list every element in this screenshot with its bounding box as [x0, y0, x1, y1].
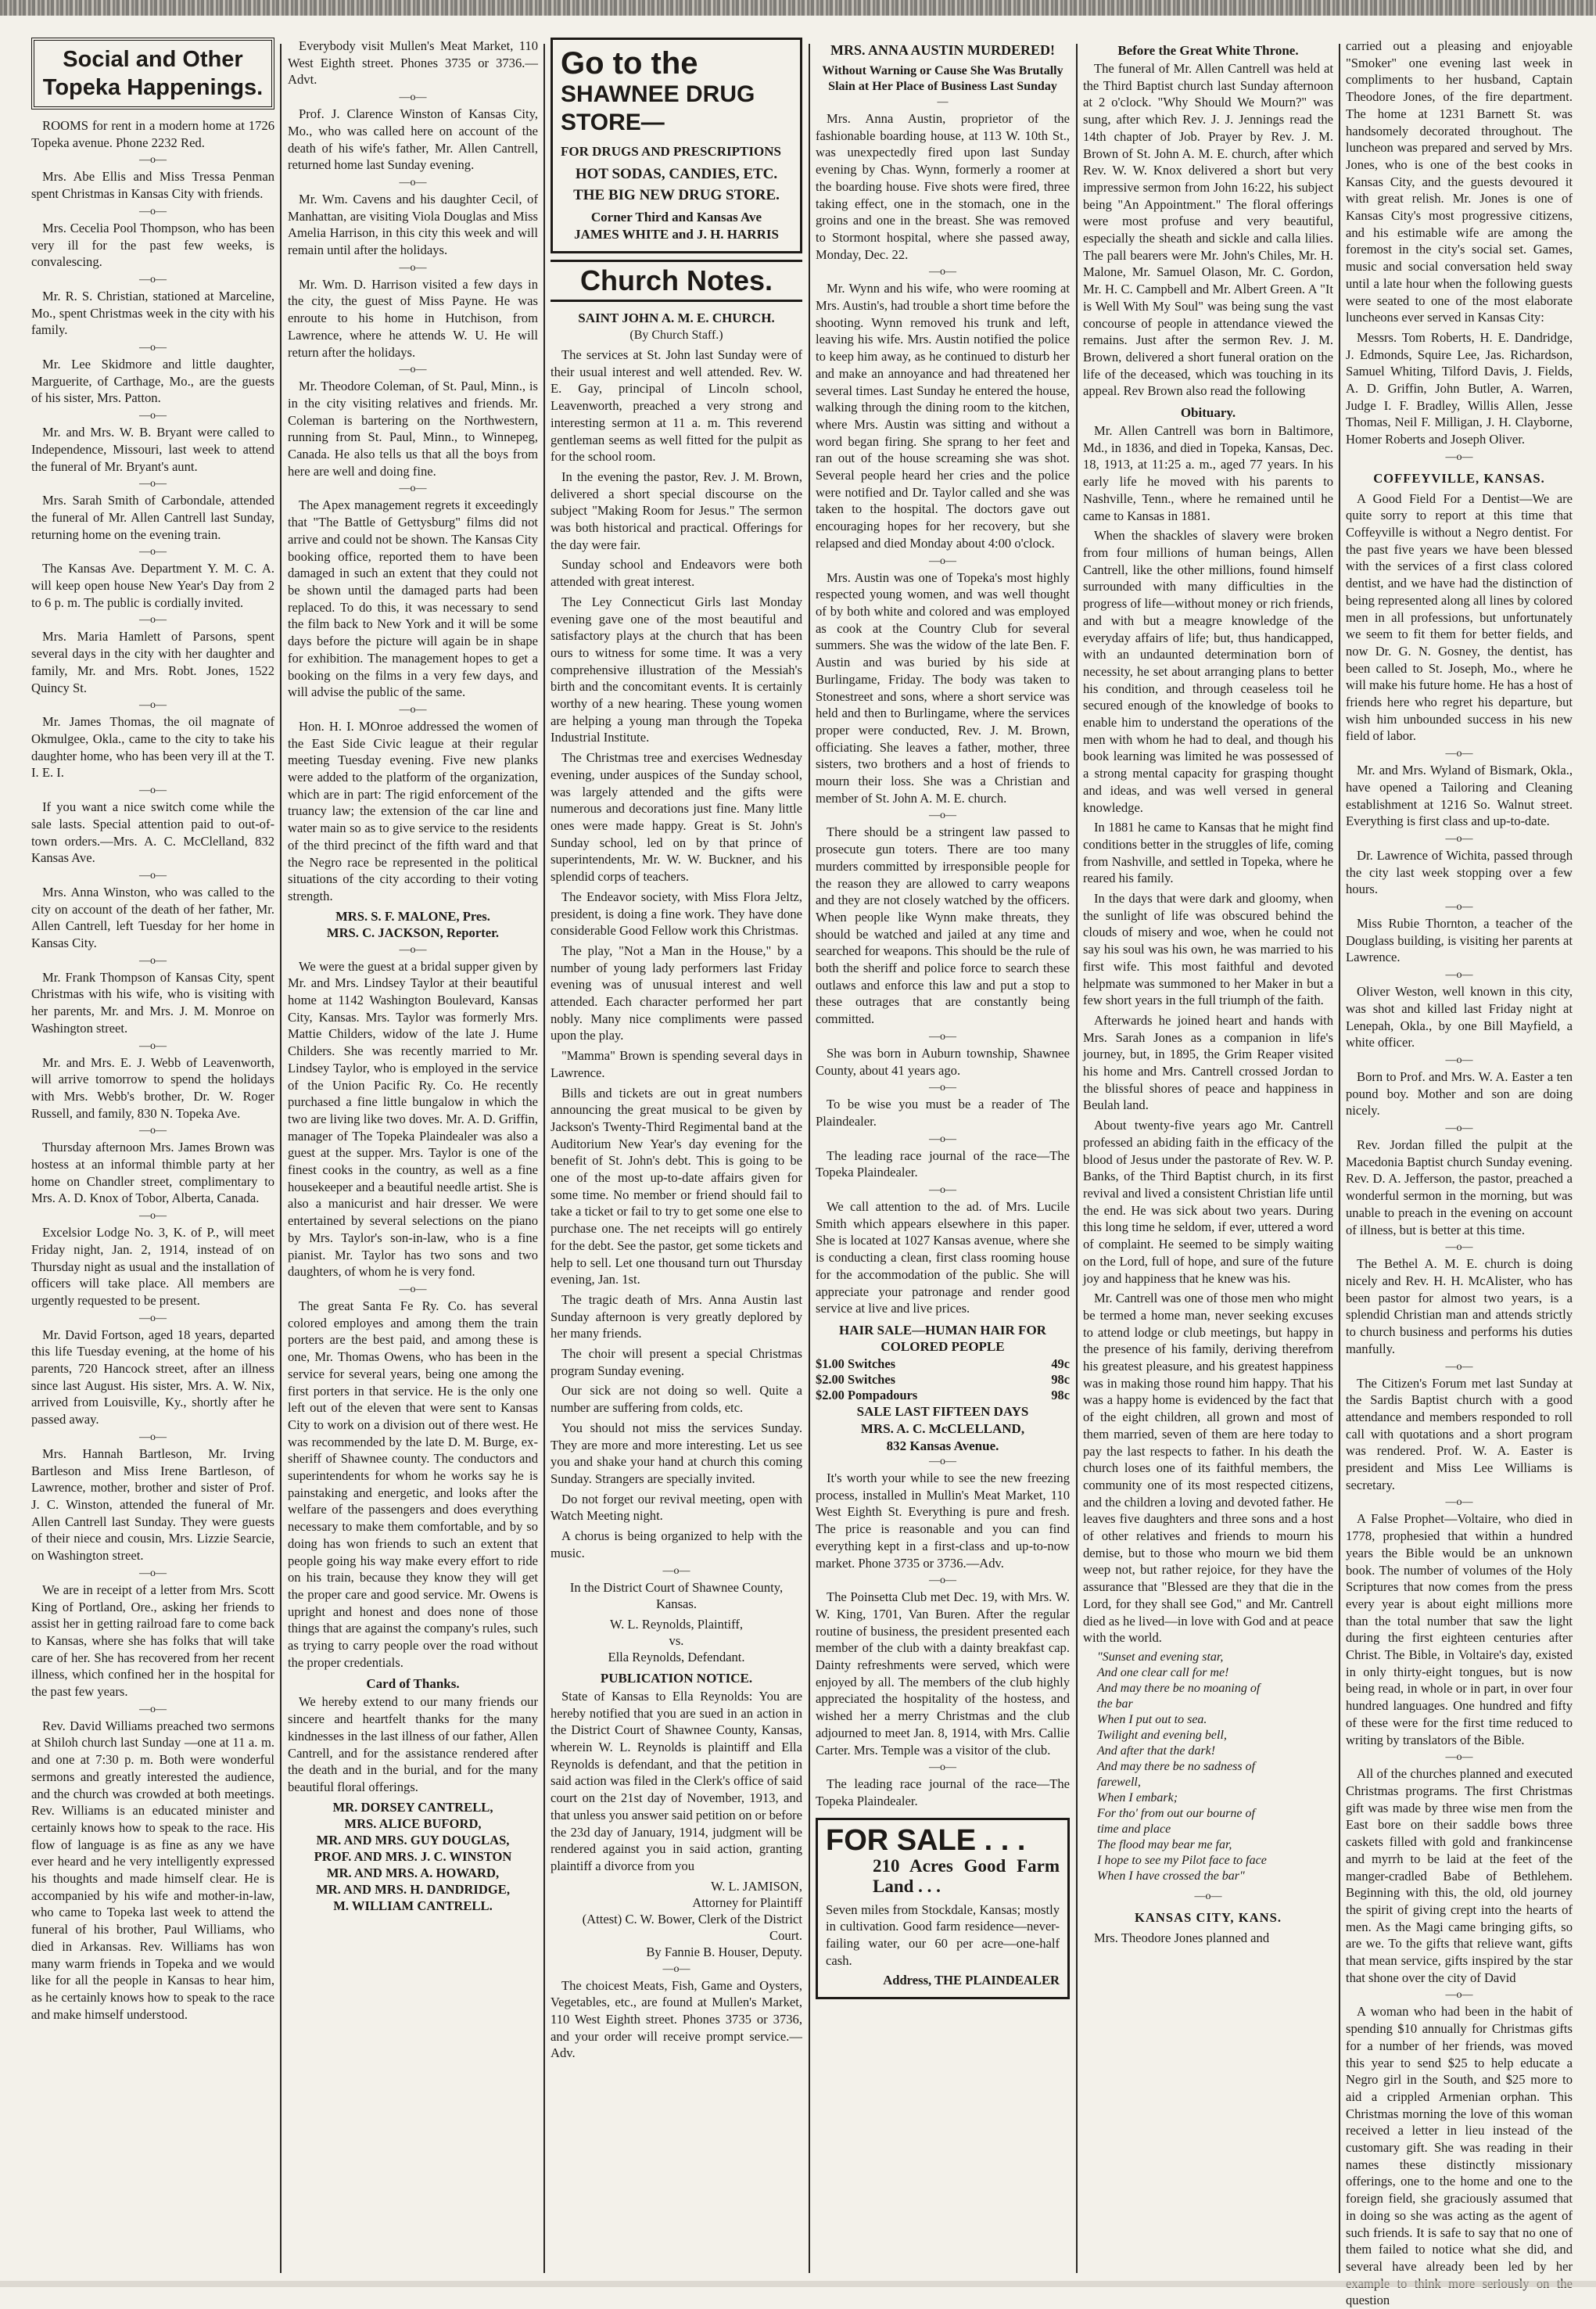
obituary-title: Obituary. [1180, 405, 1236, 421]
news-paragraph: The funeral of Mr. Allen Cantrell was held at the Third Baptist church last Sunday afternoon at 2 o'clock. "Why Should We Mourn?" was sung, after which Rev. J. J. Jennings read the 14th chapter of Job. Prayer by Rev. J. M. Brown of St. John A. M. E. church, after which Rev. W. W. Knox delivered a short but very impressive sermon from John 16:22, his subject being "An Appointment." The floral offerings were most profuse and very beautiful, especially the sheath and sickle and calla lilies. The pall bearers were Mr. John's Chiles, Mr. H. Malone, Mr. Samuel Olason, Mr. C. Gordon, Mr. H. C. Campbell and Mr. Albert Green. A "It is Well With My Soul" was being sung the vast concourse of people in attendance viewed the remains. Just after the sermon Rev. J. M. Brown, delivered a short funeral oration on the life of the deceased, which was touching in its appeal. Rev Brown also read the following [1083, 61, 1333, 399]
column-two [288, 38, 538, 2275]
news-paragraph: Mr. Theodore Coleman, of St. Paul, Minn., is in the city visiting relatives and friends. Mr. Coleman is bartering on the Northwestern, running from St. Paul, Minn., to Winnepeg, Canada. He also tells us that all the boys from here are well and doing fine. [288, 379, 538, 479]
separator: —o— [929, 1456, 956, 1467]
news-items [1346, 490, 1573, 2309]
hair-sale-item: $2.00 Switches [816, 1372, 895, 1387]
news-paragraph: Afterwards he joined heart and hands with Mrs. Sarah Jones as a companion in life's journey, but, in 1895, the Grim Reaper visited his home and Mrs. Cantrell crossed Jordan to the blissful shores of peace and happiness in Beulah land. [1083, 1012, 1333, 1113]
text-line: Twilight and evening bell, [1097, 1728, 1227, 1742]
separator: —o— [662, 1564, 690, 1577]
separator: —o— [1445, 1054, 1473, 1066]
column-rule [809, 44, 810, 2273]
news-items [288, 38, 538, 905]
news-paragraph: The leading race journal of the race—The Topeka Plaindealer. [816, 1147, 1070, 1180]
text-line: Attorney for Plaintiff [692, 1894, 802, 1910]
text-line: M. WILLIAM CANTRELL. [333, 1898, 493, 1913]
mullen-market-ad: The choicest Meats, Fish, Game and Oysters, Vegetables, etc., are found at Mullen's Market, 110 West Eighth street. Phones 3735 or 3736, and your order will receive prompt service.—Adv. [551, 1977, 802, 2061]
torn-top-edge [0, 0, 1596, 16]
separator: —o— [1445, 1122, 1473, 1135]
news-paragraph: The great Santa Fe Ry. Co. has several colored employes and among them the train porters are the best paid, and among these is one, Mr. Thomas Owens, who has been in the service for several years, being one among the first porters in that service. He is the only one left out of the eleven that were sent to Kansas City to work on a division out of there west. He was recommended by the late D. M. Burge, ex-sheriff of Shawnee county. The conductors and superintendents for whom he works say he is painstaking and energetic, and looks after the welfare of the passengers and does everything necessary to make them comfortable, and by so doing has won friends to such an extent that people going his way make every effort to ride on his train, because they know they will get the proper care and good service. Mr. Owens is upright and honest and does none of those things that are against the company's rules, such as trying to carry people over the road without the proper credentials. [288, 1298, 538, 1670]
separator: —o— [139, 205, 167, 217]
news-paragraph: We are in receipt of a letter from Mrs. Scott King of Portland, Ore., asking her friends to assist her in getting railroad fare to come back to Kansas, where she has folks that will take care of her. She has recovered from her recent illness, which confined her in the hospital for the past few years. [31, 1582, 274, 1700]
text-line: MRS. C. JACKSON, Reporter. [326, 925, 500, 940]
hair-sale-row [816, 1372, 1070, 1388]
funeral-items [1083, 60, 1333, 400]
bottom-edge [0, 2281, 1596, 2287]
hair-sale-row [816, 1356, 1070, 1372]
news-items [816, 1470, 1070, 1810]
news-paragraph: About twenty-five years ago Mr. Cantrell professed an abiding faith in the efficacy of the blood of Jesus under the pastorate of Rev. W. P. Banks, of the Third Baptist church, in its first revival and lived a consistent Christian life until the end. He was sick about two years. During this long time he seldom, if ever, uttered a word of complaint. He seemed to be simply waiting on the Lord, full of hope, and sure of the future joy and happiness that he knew was his. [1083, 1118, 1333, 1286]
church-notes-title: Church Notes. [551, 260, 802, 302]
news-paragraph: Bills and tickets are out in great numbers announcing the great musical to be given by Jackson's Twenty-Third Regimental band at the Auditorium New Year's day evening for the benefit of St. John's debt. This is going to be one of the most up-to-date affairs given for some time. No member or friend should fail to take a ticket or fail to try to get some one else to purchase one. The net receipts will go entirely for the debt. See the pastor, get some tickets and help to sell. Let one thousand turn out Thursday evening, Jan. 1st. [551, 1085, 802, 1287]
text-line: When I put out to sea. [1097, 1712, 1207, 1726]
separator: —o— [1445, 1360, 1473, 1373]
ad-big-store: THE BIG NEW DRUG STORE. [573, 187, 780, 203]
text-line: "Sunset and evening star, [1097, 1650, 1224, 1664]
hair-sale-table [816, 1356, 1070, 1403]
news-paragraph: The Poinsetta Club met Dec. 19, with Mrs. W. W. King, 1701, Van Buren. After the regular routine of business, the president presented each member of the club with a dainty breakfast cap. Dainty refreshments were served, which were enjoyed by all. The members of the club highly appreciated the hospitality of the hostess, and wished her a merry Christmas and the club adjourned to meet Jan. 8, 1914, with Mrs. Callie Carter. Mrs. Temple was a visitor of the club. [816, 1589, 1070, 1758]
text-line: MR. DORSEY CANTRELL, [332, 1799, 493, 1815]
hair-sale-owner: MRS. A. C. McCLELLAND, [860, 1421, 1025, 1436]
league-signers [288, 908, 538, 941]
text-line: For tho' from out our bourne of [1097, 1806, 1255, 1820]
separator: —o— [139, 154, 167, 167]
news-paragraph: Mr. David Fortson, aged 18 years, departed this life Tuesday evening, at the home of his parents, 720 Hancock street, after an illness since last August. His sister, Mrs. A. W. Nix, arrived from Louisville, Ky., shortly after he passed away. [31, 1327, 274, 1427]
separator: —o— [929, 1184, 956, 1197]
news-paragraph: You should not miss the services Sunday. They are more and more interesting. Let us see you and shake your hand at church this coming Sunday. Strangers are specially invited. [551, 1420, 802, 1486]
text-line: farewell, [1097, 1775, 1141, 1789]
column-three [551, 38, 802, 2275]
column-rule [1076, 44, 1078, 2273]
text-line: the bar [1097, 1697, 1133, 1711]
obituary-items [1083, 422, 1333, 1646]
separator: —o— [929, 1133, 956, 1145]
news-paragraph: Thursday afternoon Mrs. James Brown was hostess at an informal thimble party at her home on Chandler street, complimentary to Mrs. A. D. Knox of Tobor, Alberta, Canada. [31, 1140, 274, 1206]
news-paragraph: The Ley Connecticut Girls last Monday evening gave one of the most beautiful and satisfactory plays at the church that has been ours to witness for some time. It was a very comprehensive illustration of the Messiah's birth and the concomitant events. It is certainly worthy of a new hearing. These young women are helping a young man through the Topeka Industrial Institute. [551, 594, 802, 745]
news-paragraph: A Good Field For a Dentist—We are quite sorry to report at this time that Coffeyville is without a Negro dentist. For the past five years we have been blessed with the services of a first class colored dentist, and we have had the distinction of being represented along all lines by colored men in all professions, but unfortunately we seem to fit them for better fields, and now Dr. G. N. Gosney, the dentist, has been called to St. Joseph, Mo., where he will make his future home. He has a host of friends here who regret his departure, but wish him unbounded success in his new field of labor. [1346, 490, 1573, 744]
news-paragraph: Born to Prof. and Mrs. W. A. Easter a ten pound boy. Mother and son are doing nicely. [1346, 1068, 1573, 1119]
ad-headline-3: STORE— [561, 110, 665, 135]
text-line: And one clear call for me! [1097, 1665, 1229, 1679]
news-paragraph: Mrs. Hannah Bartleson, Mr. Irving Bartleson and Miss Irene Bartleson, of Lawrence, mother, brother and sister of Prof. J. C. Winston, attended the funeral of Mr. Allen Cantrell last Sunday. They were guests of their niece and cousin, Mrs. Lizzie Searcie, on Washington street. [31, 1445, 274, 1564]
text-line: vs. [669, 1632, 684, 1648]
news-paragraph: "Mamma" Brown is spending several days in Lawrence. [551, 1048, 802, 1080]
ad-corner: Corner Third and Kansas Ave [590, 210, 762, 224]
separator: —o— [399, 261, 427, 274]
news-paragraph: Mr. R. S. Christian, stationed at Marceline, Mo., spent Christmas week in the city with his family. [31, 288, 274, 338]
separator: —o— [139, 869, 167, 882]
text-line: W. L. Reynolds, Plaintiff, [609, 1616, 744, 1632]
news-paragraph: Mr. Lee Skidmore and little daughter, Marguerite, of Carthage, Mo., are the guests of his sister, Mrs. Patton. [31, 357, 274, 406]
news-paragraph: The tragic death of Mrs. Anna Austin last Sunday afternoon is very greatly deplored by her many friends. [551, 1291, 802, 1341]
text-line: W. L. JAMISON, [711, 1878, 802, 1894]
news-paragraph: There should be a stringent law passed to prosecute gun toters. There are too many murders committed by irresponsible people for the reason they are allowed to carry weapons and they are not closely watched by the officers. When people like Wynn make threats, they should be watched and jailed at any time and searched for weapons. This should be the rule of both the sheriff and police force to search these outlaws and enforce this law and put a stop to these outrages that are constantly being committed. [816, 824, 1070, 1027]
great-white-throne-heading: Before the Great White Throne. [1117, 43, 1299, 58]
separator: —o— [139, 1040, 167, 1052]
news-paragraph: Mrs. Cecelia Pool Thompson, who has been very ill for the past few weeks, is convalescing. [31, 220, 274, 270]
text-line: MRS. S. F. MALONE, Pres. [335, 908, 490, 924]
news-paragraph: All of the churches planned and executed Christmas programs. The first Christmas gift was made by three wise men from the East bore on their saddle bows three caskets filled with gold and frankincense and myrrh to be laid at the feet of the manger-cradled Babe of Bethlehem. Beginning with this, the old, old journey the spirit of giving crept into the hearts of men. As the Magi came bringing gifts, so are we. To the gifts that relieve want, gifts that mean service, gifts inspired by the star that shone over the city of David [1346, 1766, 1573, 1985]
separator: —o— [1445, 1241, 1473, 1254]
austin-murder-headline: MRS. ANNA AUSTIN MURDERED! [830, 42, 1056, 58]
text-line: And after that the dark! [1097, 1743, 1216, 1758]
separator: —o— [399, 1284, 427, 1295]
text-line: time and place [1097, 1822, 1171, 1836]
austin-murder-subhead: Without Warning or Cause She Was Brutally Slain at Her Place of Business Last Sunday [822, 64, 1063, 93]
card-of-thanks-title: Card of Thanks. [366, 1676, 460, 1692]
hair-sale-price: 49c [1051, 1356, 1070, 1371]
separator: —o— [1445, 969, 1473, 982]
separator: —o— [1445, 832, 1473, 845]
separator: —o— [139, 410, 167, 422]
news-paragraph: We call attention to the ad. of Mrs. Lucile Smith which appears elsewhere in this paper. She is located at 1027 Kansas avenue, where she is conducting a clean, first class rooming house for the accommodation of the public. She will appreciate your patronage and render good service at live and live prices. [816, 1199, 1070, 1316]
news-paragraph: ROOMS for rent in a modern home at 1726 Topeka avenue. Phone 2232 Red. [31, 118, 274, 150]
court-line: In the District Court of Shawnee County, Kansas. [569, 1579, 784, 1612]
news-paragraph: The Bethel A. M. E. church is doing nicely and Rev. H. H. McAlister, who has been pastor for almost two years, is a splendid Christian man and attends strictly to church business and performs his duties manfully. [1346, 1256, 1573, 1356]
column-rule [543, 44, 545, 2273]
card-of-thanks-signers [288, 1799, 538, 1914]
separator: —o— [139, 1703, 167, 1715]
news-paragraph: A woman who had been in the habit of spending $10 annually for Christmas gifts for a number of her friends, was moved this year to send $25 to help educate a Negro girl in the South, and $25 more to aid a crippled Armenian orphan. This Christmas morning the love of this woman received a letter in lieu instead of the customary gift. She was reading in their names these distinctly missionary offerings, one to the home and one to the foreign field, she graciously assumed that in doing so she was acting as the agent of such friends. It is safe to say that no one of them failed to notice what she did, and several have already been led by her question [1346, 2004, 1573, 2308]
news-paragraph: Hon. H. I. MOnroe addressed the women of the East Side Civic league at their regular meeting Tuesday evening. Five new planks were added to the platform of the organization, which are in part: The rigid enforcement of the truancy law; the extension of the car line and water main so as to give service to the residents of the third precinct of the fifth ward and that the Negro race be represented in the political situations of the city according to their voting strength. [288, 718, 538, 903]
ad-headline-1: Go to the [561, 46, 698, 81]
column-rule [1339, 44, 1340, 2273]
separator: —o— [139, 614, 167, 627]
column-six [1346, 38, 1573, 2308]
text-line: When I have crossed the bar" [1097, 1869, 1245, 1883]
coffeyville-dateline: COFFEYVILLE, KANSAS. [1373, 470, 1545, 486]
separator: —o— [1445, 451, 1473, 463]
hair-sale-duration: SALE LAST FIFTEEN DAYS [856, 1404, 1029, 1419]
church-items [551, 347, 802, 1562]
hair-sale-title: HAIR SALE—HUMAN HAIR FOR COLORED PEOPLE [839, 1323, 1046, 1354]
column-five [1083, 38, 1333, 2275]
text-line: By Fannie B. Houser, Deputy. [646, 1944, 802, 1959]
news-paragraph: Everybody visit Mullen's Meat Market, 110 West Eighth street. Phones 3735 or 3736.—Advt. [288, 38, 538, 88]
court-parties [551, 1616, 802, 1665]
news-paragraph: The Kansas Ave. Department Y. M. C. A. will keep open house New Year's Day from 2 to 6 p. m. The public is cordially invited. [31, 561, 274, 610]
news-paragraph: The Endeavor society, with Miss Flora Jeltz, president, is doing a fine work. They have done considerable Good Fellow work this Christmas. [551, 889, 802, 939]
separator: —o— [929, 1761, 956, 1774]
news-paragraph: Mr. James Thomas, the oil magnate of Okmulgee, Okla., came to the city to take his daughter home, who has been very ill at the T. I. E. I. [31, 714, 274, 781]
separator: — [937, 96, 949, 108]
news-paragraph: Miss Rubie Thornton, a teacher of the Douglass building, is visiting her parents at Lawrence. [1346, 916, 1573, 965]
news-paragraph: We were the guest at a bridal supper given by Mr. and Mrs. Lindsey Taylor at their beautiful home at 1142 Washington Boulevard, Kansas City, Kansas. Mrs. Taylor was formerly Mrs. Mattie Childers, widow of the late J. Hume Childers. She was recently married to Mr. Lindsey Taylor, who is employed in the service of the Union Pacific Ry. Co. He recently purchased a fine little bungalow in which the two are living like two doves. Mr. A. D. Griffin, manager of The Topeka Plaindealer was also a guest at the supper. Mrs. Taylor is one of the finest cooks in the country, as well as a fine housekeeper and a beautiful needle artist. She is also a manicurist and hair dresser. We were entertained by several selections on the piano by Mrs. Taylor's son-in-law, who is a fine pianist. Mr. Taylor has two sons and two daughters, of whom he is very fond. [288, 958, 538, 1280]
news-paragraph: Mr. and Mrs. W. B. Bryant were called to Independence, Missouri, last week to attend the funeral of Mr. Bryant's aunt. [31, 425, 274, 474]
separator: —o— [139, 1210, 167, 1223]
ad-for-drugs: FOR DRUGS AND PRESCRIPTIONS [561, 144, 781, 159]
separator: —o— [139, 342, 167, 354]
news-paragraph: The choir will present a special Christmas program Sunday evening. [551, 1346, 802, 1378]
news-paragraph: Rev. David Williams preached two sermons at Shiloh church last Sunday —one at 11 a. m. and one at 7:30 p. m. Both were wonderful sermons and greatly interested the audience, and the church was crowded at both meetings. Rev. Williams is an educated minister and certainly knows how to speak to the race. His flow of language is as fine as any we have ever heard and he very intelligently expressed his thoughts and made himself clear. He is accompanied by his wife and mother-in-law, who came to Topeka last week to attend the funeral of his brother, Paul Williams, who died in Arkansas. Rev. Williams has won many warm friends in Topeka and we would like for all the people in Kansas to hear him, as he certainly knows how to speak to the race and make himself understood. [31, 1718, 274, 2022]
news-paragraph: Mr. Wm. Cavens and his daughter Cecil, of Manhattan, are visiting Viola Douglas and Miss Amelia Harrison, in this city this week and will remain until after the holidays. [288, 191, 538, 258]
news-paragraph: Excelsior Lodge No. 3, K. of P., will meet Friday night, Jan. 2, 1914, instead of on Thursday night as usual and the installation of officers will take place. All members are urgently requested to be present. [31, 1225, 274, 1308]
news-paragraph: Mr. Wm. D. Harrison visited a few days in the city, the guest of Miss Payne. He was enroute to his home in Hutchison, from Lawrence, where he attends W. U. He will return after the holidays. [288, 276, 538, 360]
text-line: And may there be no sadness of [1097, 1759, 1256, 1773]
news-paragraph: Mrs. Austin was one of Topeka's most highly respected young women, and was well thought of by both white and colored and was employed as cook at the Country Club for several summers. She was the widow of the late Ben. F. Austin and was buried by his side at Burlingame, Friday. The body was taken to Stonestreet and sons, where a short service was held and then to Burlingame, where the services proper were conducted, Rev. J. M. Brown, officiating. She leaves a father, mother, three sisters, two brothers and a host of friends to mourn their loss. She was a Christian and member of St. John A. M. E. church. [816, 569, 1070, 806]
news-paragraph: In the evening the pastor, Rev. J. M. Brown, delivered a short special discourse on the subject "Making Room for Jesus." The sermon was both historical and practical. Offerings for the day were fair. [551, 469, 802, 552]
publication-notice-title: PUBLICATION NOTICE. [600, 1670, 753, 1686]
news-paragraph: When the shackles of slavery were broken from four millions of human beings, Allen Cantrell, like the other millions, found himself surrounded with many difficulties in the progress of life—without money or rich friends, and with but a meagre knowledge of the everyday affairs of life; but, thus handicapped, with an undaunted determination born of necessity, he set about arranging plans to better his condition, and through ceaseless toil he secured enough of the knowledge of books to enable him to understand the operations of the men with whom he had to deal, and though his book learning was limited he was possessed of a strong mental capacity for grasping thought and ideas, and was well versed in general knowledge. [1083, 528, 1333, 815]
news-items [816, 110, 1070, 1317]
separator: —o— [662, 1962, 690, 1975]
news-paragraph: Mr. Allen Cantrell was born in Baltimore, Md., in 1836, and died in Topeka, Kansas, Dec. 18, 1913, at 11:25 a. m., aged 77 years. In his early life he moved with his parents to Nashville, Tenn., where he remained until he came to Kansas in 1881. [1083, 423, 1333, 523]
separator: —o— [399, 483, 427, 495]
separator: —o— [139, 954, 167, 967]
news-paragraph: carried out a pleasing and enjoyable "Smoker" one evening last week in compliments to her husband, Captain Theodore Jones, of the fire department. The home at 1231 Barnett St. was handsomely decorated throughout. The luncheon was prepared and served by Mrs. Jones, who is one of the best cooks in Kansas City, and the guests devoured it with great relish. Mr. Jones is one of Kansas City's most progressive citizens, and his estimable wife are among the foremost in the city's social set. Games, music and social conversation held sway until a late hour when the following guests were seated to one of the most elaborate luncheons ever served in Kansas City: [1346, 38, 1573, 325]
hair-sale-price: 98c [1051, 1388, 1070, 1402]
news-paragraph: Mr. Frank Thompson of Kansas City, spent Christmas with his wife, who is visiting with her parents, Mr. and Mrs. J. M. Monroe on Washington street. [31, 969, 274, 1036]
news-paragraph: To be wise you must be a reader of The Plaindealer. [816, 1097, 1070, 1129]
text-line: The flood may bear me far, [1097, 1837, 1232, 1851]
separator: —o— [399, 92, 427, 104]
news-paragraph: It's worth your while to see the new freezing process, installed in Mullin's Meat Market, 110 West Eighth St. Everything is pure and fresh. The price is reasonable and you can find everything kept in a first-class and up-to-now market. Phone 3735 or 3736.—Adv. [816, 1471, 1070, 1571]
separator: —o— [1445, 1496, 1473, 1509]
news-paragraph: Mrs. Maria Hamlett of Parsons, spent several days in the city with her daughter and family, Mr. and Mrs. Robt. Jones, 1522 Quincy St. [31, 629, 274, 695]
text-line: And may there be no moaning of [1097, 1681, 1261, 1695]
column-rule [280, 44, 282, 2273]
news-paragraph: The services at St. John last Sunday were of their usual interest and well attended. Rev. W. E. Gay, principal of Lincoln school, Leavenworth, preached a very strong and interesting sermon at 11 a. m. This reverend gentleman seems as well fitted for the pulpit as for the school room. [551, 347, 802, 465]
st-john-heading: SAINT JOHN A. M. E. CHURCH. [578, 311, 775, 325]
news-paragraph: She was born in Auburn township, Shawnee County, about 41 years ago. [816, 1045, 1070, 1078]
text-line: When I embark; [1097, 1790, 1178, 1804]
news-paragraph: In 1881 he came to Kansas that he might find conditions better in the struggles of life, coming from Nashville, and settled in Topeka, where he reared his family. [1083, 820, 1333, 886]
hair-sale-address: 832 Kansas Avenue. [886, 1438, 999, 1453]
news-paragraph: Mr. Cantrell was one of those men who might be termed a home man, never seeking excuses to attend lodge or club meetings, but happy in the presence of his family, deriving therefrom his greatest pleasure, and his greatest happiness was in making those round him happy. That his was a happy home is evidenced by the fact that of the eight children, all grown and most of them married, seven of them are here today to pay the last respects to father. In his death the church loses one of its faithful members, the community one of its most respected citizens, and the children a loving and devoted father. He leaves five daughters and three sons and a host of other relatives and friends to mourn his demise, but to those who mourn we bid them weep not, but rather rejoice, for they have the assurance that "Blessed are they that die in the Lord, for they shall see God," and Mr. Cantrell died as he lived—in love with God and at peace with the world. [1083, 1291, 1333, 1646]
hair-sale-price: 98c [1051, 1372, 1070, 1387]
news-items [288, 958, 538, 1672]
separator: —o— [139, 699, 167, 712]
for-sale-text: Seven miles from Stockdale, Kansas; mostly in cultivation. Good farm residence—never-failing water, our 60 per acre—one-half cash. [826, 1901, 1060, 1968]
column-social-happenings [31, 38, 274, 2275]
news-paragraph: Mrs. Abe Ellis and Miss Tressa Penman spent Christmas in Kansas City with friends. [31, 169, 274, 202]
text-line: MRS. ALICE BUFORD, [344, 1815, 482, 1831]
separator: —o— [929, 266, 956, 278]
column-four [816, 38, 1070, 2275]
separator: —o— [139, 1125, 167, 1137]
news-paragraph: Oliver Weston, well known in this city, was shot and killed last Friday night at Lenepah, Okla., by one Bill Mayfield, a white officer. [1346, 984, 1573, 1050]
separator: —o— [399, 703, 427, 716]
st-john-byline: (By Church Staff.) [629, 329, 723, 342]
text-line: MR. AND MRS. A. HOWARD, [326, 1865, 500, 1880]
for-sale-title: FOR SALE . . . [826, 1823, 1026, 1857]
separator: —o— [399, 943, 427, 956]
ad-hot-sodas: HOT SODAS, CANDIES, ETC. [575, 166, 778, 182]
text-line: Ella Reynolds, Defendant. [608, 1649, 745, 1664]
news-paragraph: The Christmas tree and exercises Wednesday evening, under auspices of the Sunday school, was largely attended and the gifts were numerous and decorations just fine. Many little ones were made happy. Great is St. John's Sunday school, led on by that prince of superintendents, Mr. W. W. Buckner, and his splendid corps of teachers. [551, 750, 802, 885]
publication-notice-text: State of Kansas to Ella Reynolds: You are hereby notified that you are sued in an action in the District Court of Shawnee County, Kansas, wherein W. L. Reynolds is plaintiff and Ella Reynolds is defendant, and that the petition in said action was filed in the Clerk's office of said court on the 21st day of November, 1913, and that unless you answer said petition on or before the 23d day of January, 1914, judgment will be rendered against you in said action, granting plaintiff a divorce from you [551, 1688, 802, 1873]
text-line: MR. AND MRS. GUY DOUGLAS, [316, 1832, 510, 1848]
news-paragraph: Rev. Jordan filled the pulpit at the Macedonia Baptist church Sunday evening. Rev. D. A. Jefferson, the pastor, preached a wonderful sermon in the morning, but was unable to preach in the evening on account of illness, but is better at this time. [1346, 1137, 1573, 1237]
separator: —o— [139, 546, 167, 558]
news-paragraph: A chorus is being organized to help with the music. [551, 1528, 802, 1560]
news-paragraph: Mrs. Anna Austin, proprietor of the fashionable boarding house, at 113 W. 10th St., was unexpectedly fired upon last Sunday evening by Chas. Wynn, formerly a roomer at the boarding house. Five shots were fired, three taking effect, one in the stomach, one in the groins and one in the breast. She was removed to Stormont hospital, where she passed away, Monday, Dec. 22. [816, 111, 1070, 262]
hair-sale-row [816, 1388, 1070, 1403]
separator: —o— [929, 810, 956, 822]
news-paragraph: Prof. J. Clarence Winston of Kansas City, Mo., who was called here on account of the death of his wife's father, Mr. Allen Cantrell, returned home last Sunday evening. [288, 106, 538, 173]
separator: —o— [929, 1082, 956, 1094]
text-line: PROF. AND MRS. J. C. WINSTON [314, 1848, 512, 1864]
for-sale-address: Address, THE PLAINDEALER [883, 1973, 1060, 1988]
separator: —o— [929, 1030, 956, 1043]
news-paragraph: The play, "Not a Man in the House," by a number of young lady performers last Friday evening was of unusual interest and well attended. Each character performed her part nobly. Many nice compliments were passed upon the play. [551, 943, 802, 1043]
text-line: MR. AND MRS. H. DANDRIDGE, [316, 1881, 510, 1897]
hair-sale-item: $1.00 Switches [816, 1356, 895, 1371]
news-paragraph: The Apex management regrets it exceedingly that "The Battle of Gettysburg" films did not arrive and could not be shown. The Kansas City booking office, reported them to have been damaged in such an extent that they could not be shown until the damaged parts had been replaced. To do this, it was necessary to send the film back to New York and it will be some days before the picture will again be in shape for exhibition. The management hopes to get a booking on the films in a very few days, and will advise the public of the same. [288, 497, 538, 700]
for-sale-subtitle: 210 Acres Good Farm Land . . . [873, 1855, 1060, 1896]
separator: —o— [139, 1567, 167, 1579]
separator: —o— [929, 555, 956, 567]
separator: —o— [399, 364, 427, 376]
news-paragraph: Dr. Lawrence of Wichita, passed through the city last week stopping over a few hours. [1346, 847, 1573, 897]
card-of-thanks-text: We hereby extend to our many friends our sincere and heartfelt thanks for the many kindnesses in the last illness of our father, Allen Cantrell, and for the assistance rendered after the death and in the burial, and for the many beautiful floral offerings. [288, 1694, 538, 1794]
separator: —o— [139, 1431, 167, 1443]
news-items [1346, 38, 1573, 448]
jones-smoker-intro: Mrs. Theodore Jones planned and [1094, 1930, 1270, 1945]
text-line: I hope to see my Pilot face to face [1097, 1853, 1267, 1867]
news-paragraph: The leading race journal of the race—The Topeka Plaindealer. [816, 1776, 1070, 1808]
ad-owners: JAMES WHITE and J. H. HARRIS [574, 227, 779, 242]
section-header-social: Social and Other Topeka Happenings. [31, 38, 274, 110]
news-paragraph: Messrs. Tom Roberts, H. E. Dandridge, J. Edmonds, Squire Lee, Jas. Richardson, Samuel Whiting, Tilford Davis, J. Fields, A. D. Griffin, John Butler, A. Warren, Judge I. F. Bradley, Willis Allen, Jesse Thomas, Neil F. Milligan, J. H. Clayborne, Homer Roberts and Joseph Oliver. [1346, 329, 1573, 447]
news-paragraph: Do not forget our revival meeting, open with Watch Meeting night. [551, 1491, 802, 1524]
news-paragraph: The Citizen's Forum met last Sunday at the Sardis Baptist church with a good attendance and members responded to roll call with quotations and a short program was rendered. Prof. W. A. Easter is president and Miss Lee Williams is secretary. [1346, 1375, 1573, 1492]
separator: —o— [139, 273, 167, 285]
news-paragraph: Mrs. Sarah Smith of Carbondale, attended the funeral of Mr. Allen Cantrell last Sunday, returning home on the evening train. [31, 493, 274, 542]
separator: —o— [1194, 1890, 1222, 1902]
separator: —o— [1445, 1751, 1473, 1764]
news-paragraph: Sunday school and Endeavors were both attended with great interest. [551, 557, 802, 590]
separator: —o— [139, 1312, 167, 1324]
news-paragraph: Mrs. Anna Winston, who was called to the city on account of the death of her father, Mr. Allen Cantrell, left Tuesday for her home in Kansas City. [31, 884, 274, 951]
news-paragraph: A False Prophet—Voltaire, who died in 1778, prophesied that within a hundred years the Bible would be an unknown book. The number of volumes of the Holy Scriptures that now comes from the press every year is about eight millions more than the total number that saw the light during the first eighteen centuries after Christ. The Bible, in Voltaire's day, existed in only thirty-eight tongues, but is now being read, in whole or in part, in over four hundred languages. One hundred and fifty of these were for the first time reduced to writing by translators of the Bible. [1346, 1511, 1573, 1747]
separator: —o— [399, 176, 427, 189]
text-line: (Attest) C. W. Bower, Clerk of the District Court. [582, 1911, 802, 1943]
separator: —o— [139, 785, 167, 797]
separator: —o— [1445, 901, 1473, 914]
separator: —o— [1445, 748, 1473, 760]
separator: —o— [929, 1575, 956, 1587]
news-paragraph: Mr. and Mrs. E. J. Webb of Leavenworth, will arrive tomorrow to spend the holidays with Mrs. Webb's brother, Dr. W. Roger Russell, and family, 830 N. Topeka Ave. [31, 1054, 274, 1121]
news-paragraph: Mr. and Mrs. Wyland of Bismark, Okla., have opened a Tailoring and Cleaning establishment at 1216 So. Walnut street. Everything is first class and up-to-date. [1346, 763, 1573, 829]
separator: —o— [1445, 1989, 1473, 2002]
news-items [31, 117, 274, 2023]
news-paragraph: In the days that were dark and gloomy, when the sunlight of life was obscured behind the clouds of misery and woe, when he could not say his soul was his own, he was married to his first wife. This most faithful and devoted helpmate was summoned to her Maker in but a few short years in the full triumph of the faith. [1083, 891, 1333, 1008]
news-paragraph: If you want a nice switch come while the sale lasts. Special attention paid to out-of-town orders.—Mrs. A. C. McClelland, 832 Kansas Ave. [31, 799, 274, 866]
separator: —o— [139, 478, 167, 490]
news-paragraph: Our sick are not doing so well. Quite a number are suffering from colds, etc. [551, 1383, 802, 1416]
crossing-the-bar-poem [1097, 1650, 1333, 1884]
shawnee-drug-store-ad [551, 38, 802, 253]
news-paragraph: Mr. Wynn and his wife, who were rooming at Mrs. Austin's, had trouble a short time before the shooting. Wynn removed his trunk and left, leaving his wife. Mrs. Austin notified the police to keep him away, as he continued to disturb her and make an annoyance and had threatened her several times. Last Sunday he entered the house, walking through the dining room to the kitchen, where Mrs. Austin was sitting and without a word began firing. She sprang to her feet and ran out of the house screaming she was shot. Several people heard her cries and the police were notified and Dr. Taylor called and she was taken to the hospital. The doctors gave out encouraging hopes for her recovery, but she relapsed and died Monday about 4:00 o'clock. [816, 281, 1070, 551]
ad-headline-2: SHAWNEE DRUG [561, 81, 755, 107]
kansas-city-dateline: KANSAS CITY, KANS. [1135, 1909, 1282, 1925]
farm-for-sale-ad [816, 1818, 1070, 2000]
hair-sale-item: $2.00 Pompadours [816, 1388, 918, 1402]
publication-notice-signers [551, 1878, 802, 1960]
